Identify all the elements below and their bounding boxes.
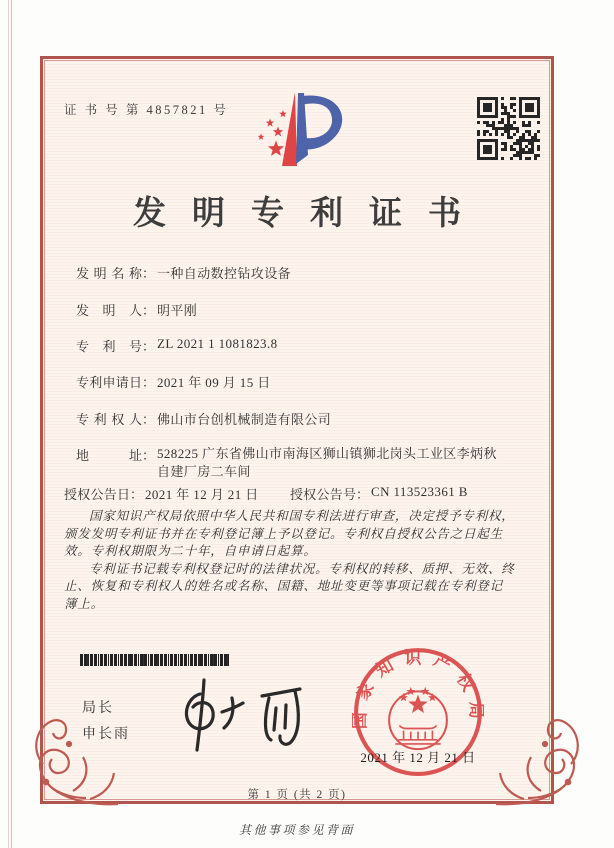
field-colon: ： [142, 339, 156, 354]
field-value: CN 113523361 B [371, 484, 468, 499]
field-colon: ： [142, 448, 156, 463]
logo-blue-bowl [301, 96, 342, 150]
qr-code [477, 97, 540, 160]
field-colon: ： [142, 303, 156, 318]
logo-stars [258, 110, 287, 156]
field-row-grant [64, 484, 468, 503]
field-row-filing-date [76, 372, 271, 391]
field-row-inventor [76, 300, 197, 319]
handwritten-signature [170, 676, 330, 756]
field-label: 专利权人 [76, 412, 142, 427]
field-value: ZL 2021 1 1081823.8 [157, 336, 278, 351]
field-colon: ： [142, 375, 156, 390]
certificate-number: 证 书 号 第 4857821 号 [64, 103, 229, 117]
field-row-invention-name [76, 263, 291, 282]
field-row-patent-number [76, 336, 278, 355]
field-colon: ： [142, 266, 156, 281]
cnipa-logo-icon [240, 88, 400, 188]
seal-ring-text: 国家知识产权局 [352, 648, 484, 730]
field-label: 专利申请日 [76, 375, 142, 390]
corner-flourish-left [28, 694, 122, 808]
field-label: 发明人 [76, 303, 142, 318]
signer-title: 局长 [82, 699, 114, 715]
certificate-title: 发明专利证书 [133, 196, 487, 232]
field-label: 专利号 [76, 339, 142, 354]
field-row-address [76, 445, 499, 481]
field-value: 明平刚 [157, 303, 198, 318]
field-value: 2021 年 12 月 21 日 [145, 487, 259, 502]
corner-flourish-right [492, 694, 586, 808]
seal-national-emblem [389, 688, 447, 749]
signer-name: 申长雨 [82, 725, 130, 741]
field-colon: ： [356, 487, 370, 502]
seal-date: 2021 年 12 月 21 日 [360, 750, 476, 765]
legal-paragraph-1: 国家知识产权局依照中华人民共和国专利法进行审查，决定授予专利权，颁发发明专利证书并在专利登记簿上予以登记。专利权自授权公告之日起生效。专利权期限为二十年，自申请日起算。 [64, 509, 515, 558]
field-value: 528225 广东省佛山市南海区狮山镇狮北岗头工业区李炳秋自建厂房二车间 [157, 446, 497, 479]
barcode [80, 654, 230, 666]
field-colon: ： [130, 487, 144, 502]
field-label: 地址 [76, 448, 142, 463]
legal-paragraph-2: 专利证书记载专利权登记时的法律状况。专利权的转移、质押、无效、终止、恢复和专利权人的姓名或名称、国籍、地址变更等事项记载在专利登记簿上。 [64, 561, 515, 611]
scan-page-edge [8, 0, 13, 848]
logo-red-spike [282, 92, 297, 166]
field-value: 佛山市台创机械制造有限公司 [157, 412, 332, 427]
legal-text-block [64, 508, 516, 613]
field-colon: ： [142, 412, 156, 427]
field-row-patentee [76, 409, 331, 428]
field-value: 一种自动数控钻攻设备 [157, 266, 292, 281]
field-label: 授权公告号 [290, 487, 356, 502]
svg-text:国家知识产权局 [352, 648, 484, 729]
field-row-grant-number [290, 484, 468, 503]
back-side-note: 其他事项参见背面 [238, 823, 355, 837]
field-label: 发明名称 [76, 266, 142, 281]
page-number: 第 1 页 (共 2 页) [247, 789, 347, 801]
field-label: 授权公告日 [64, 487, 130, 502]
field-value: 2021 年 09 月 15 日 [157, 375, 271, 390]
